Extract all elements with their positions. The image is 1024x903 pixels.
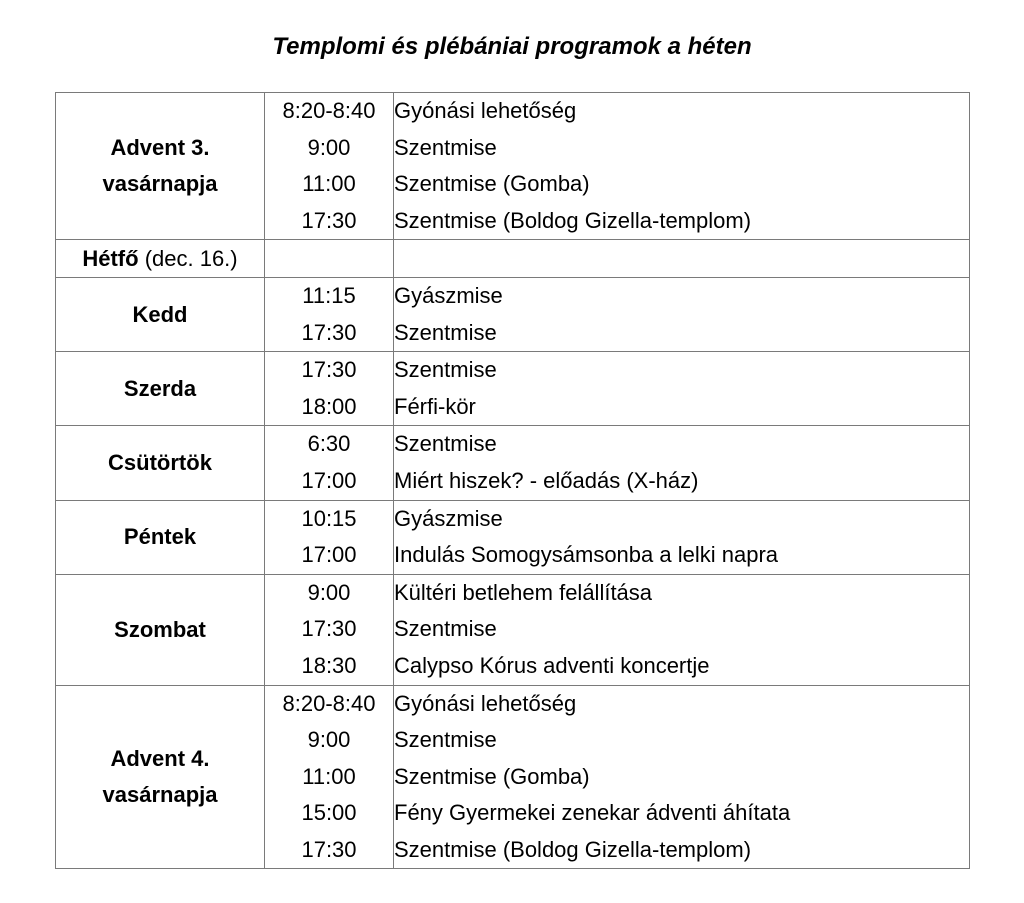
schedule-table <box>55 92 970 869</box>
event-description: Szentmise <box>394 431 497 457</box>
event-time: 10:15 <box>301 505 357 531</box>
event-time: 17:30 <box>301 319 357 345</box>
day-label: vasárnapja <box>102 781 218 807</box>
event-time: 9:00 <box>307 579 351 605</box>
event-time: 8:20-8:40 <box>282 690 376 716</box>
event-time: 18:00 <box>301 393 357 419</box>
event-cell <box>394 574 970 685</box>
schedule-row <box>56 500 970 574</box>
day-label: Szerda <box>123 375 197 401</box>
event-time: 8:20-8:40 <box>282 98 376 123</box>
day-cell <box>56 240 265 278</box>
time-cell <box>265 240 394 278</box>
event-time: 11:00 <box>302 171 356 197</box>
event-description: Kültéri betlehem felállítása <box>394 579 653 605</box>
time-cell <box>265 277 394 351</box>
day-label: Szombat <box>114 616 206 642</box>
day-label: Advent 4. <box>110 745 210 771</box>
day-cell <box>56 500 265 574</box>
time-cell <box>265 685 394 869</box>
event-time: 17:30 <box>301 207 357 233</box>
day-cell <box>56 277 265 351</box>
event-cell <box>394 93 970 240</box>
event-cell <box>394 352 970 426</box>
event-description: Szentmise <box>394 134 497 160</box>
event-time: 11:00 <box>302 763 356 789</box>
event-time: 9:00 <box>307 727 351 753</box>
time-cell <box>265 352 394 426</box>
event-description: Szentmise (Boldog Gizella-templom) <box>394 207 752 233</box>
time-cell <box>265 500 394 574</box>
event-time: 6:30 <box>307 431 351 457</box>
event-cell <box>394 500 970 574</box>
event-time: 18:30 <box>301 652 357 678</box>
event-cell <box>394 685 970 869</box>
event-description: Férfi-kör <box>394 393 476 419</box>
schedule-row <box>56 352 970 426</box>
event-description: Gyónási lehetőség <box>394 98 577 123</box>
day-cell <box>56 685 265 869</box>
event-description: Gyászmise <box>394 505 503 531</box>
event-time: 17:30 <box>301 836 357 862</box>
day-cell <box>56 93 265 240</box>
event-description: Szentmise (Boldog Gizella-templom) <box>394 836 752 862</box>
event-description: Szentmise <box>394 727 497 753</box>
event-description: Indulás Somogysámsonba a lelki napra <box>394 542 779 568</box>
schedule-row <box>56 574 970 685</box>
day-label: Péntek <box>123 524 197 550</box>
event-description: Calypso Kórus adventi koncertje <box>394 652 710 678</box>
day-cell <box>56 352 265 426</box>
event-time: 17:00 <box>301 542 357 568</box>
event-description: Szentmise <box>394 319 497 345</box>
event-description: Miért hiszek? - előadás (X-ház) <box>394 467 699 493</box>
schedule-row <box>56 426 970 500</box>
time-cell <box>265 574 394 685</box>
event-description: Fény Gyermekei zenekar ádventi áhítata <box>394 800 791 826</box>
event-description: Gyónási lehetőség <box>394 690 577 716</box>
event-time: 17:30 <box>301 357 357 383</box>
day-date: (dec. 16.) <box>138 245 238 271</box>
day-label: Csütörtök <box>108 449 212 475</box>
day-cell <box>56 574 265 685</box>
schedule-row <box>56 277 970 351</box>
event-description: Szentmise <box>394 357 497 383</box>
event-time: 17:30 <box>301 616 357 642</box>
day-label: Advent 3. <box>110 135 210 161</box>
event-description: Gyászmise <box>394 282 503 308</box>
schedule-row <box>56 685 970 869</box>
schedule-row <box>56 240 970 278</box>
event-description: Szentmise (Gomba) <box>394 763 590 789</box>
event-description: Szentmise <box>394 616 497 642</box>
event-time: 15:00 <box>301 800 357 826</box>
event-time: 9:00 <box>307 134 351 160</box>
time-cell <box>265 426 394 500</box>
day-cell <box>56 426 265 500</box>
day-label: Kedd <box>132 301 188 327</box>
page-title: Templomi és plébániai programok a héten <box>272 33 752 60</box>
event-cell <box>394 240 970 278</box>
schedule-row <box>56 93 970 240</box>
event-cell <box>394 426 970 500</box>
event-cell <box>394 277 970 351</box>
event-time: 11:15 <box>302 282 356 308</box>
event-time: 17:00 <box>301 467 357 493</box>
day-label: Hétfő <box>82 245 139 271</box>
event-description: Szentmise (Gomba) <box>394 171 590 197</box>
day-label: vasárnapja <box>102 171 218 197</box>
time-cell <box>265 93 394 240</box>
